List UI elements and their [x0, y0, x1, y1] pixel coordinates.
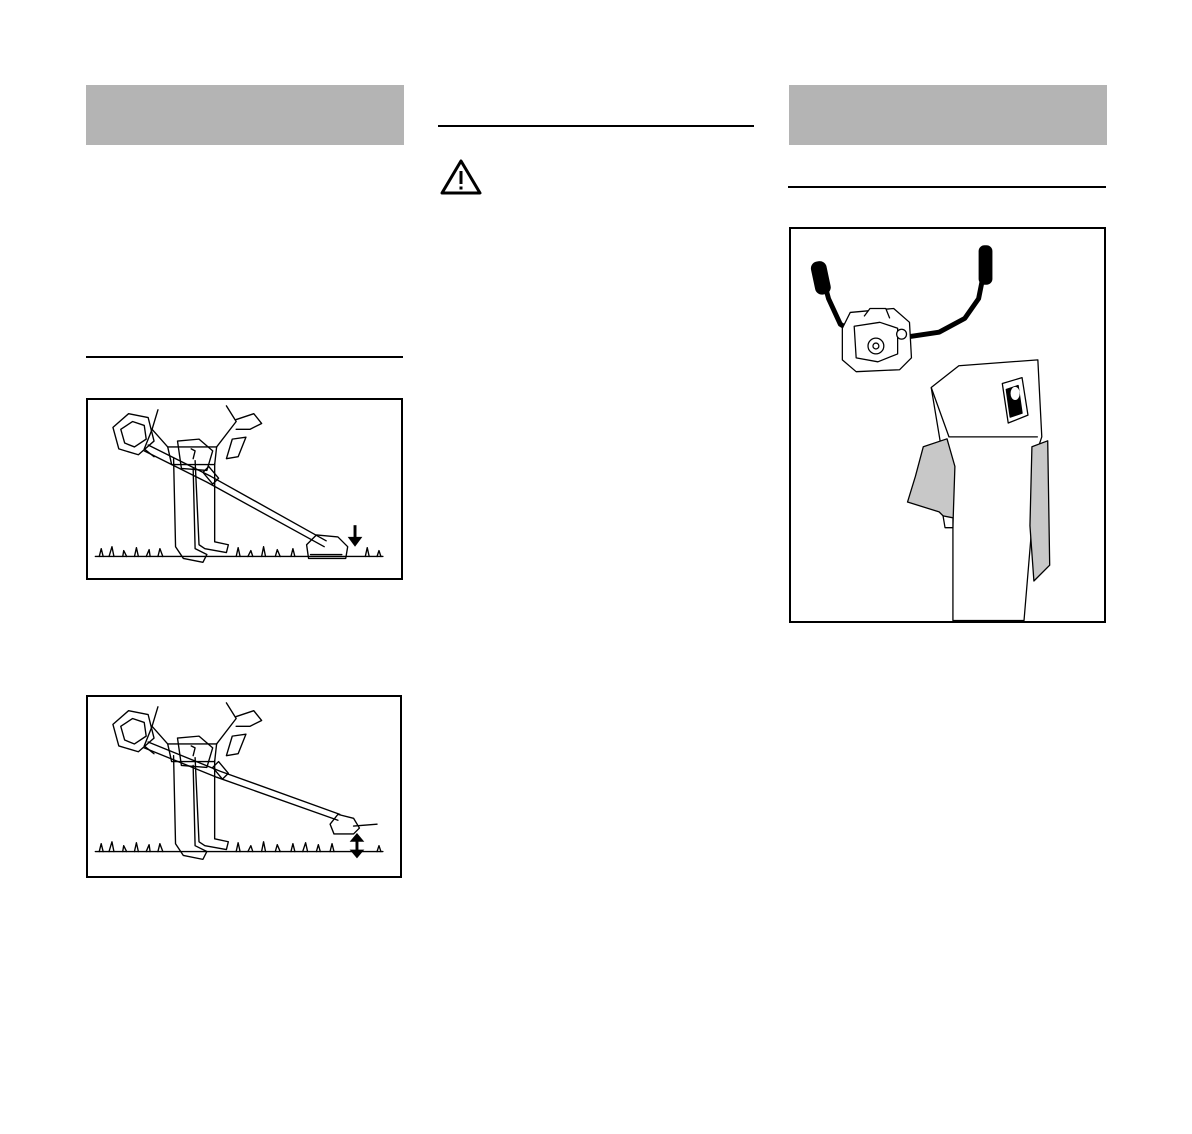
figure-trimmer-raised	[86, 695, 402, 878]
left-section-rule	[86, 356, 403, 358]
handlebar-control-handle-icon	[791, 229, 1104, 621]
trimmer-head-raised-icon	[88, 697, 400, 876]
right-section-header-bar	[789, 85, 1107, 145]
trimmer-head-ground-icon	[88, 400, 401, 578]
middle-section-rule	[438, 125, 754, 127]
figure-control-handle	[789, 227, 1106, 623]
warning-triangle-icon	[440, 159, 482, 195]
left-section-header-bar	[86, 85, 404, 145]
figure-trimmer-ground	[86, 398, 403, 580]
right-section-rule	[788, 186, 1106, 188]
